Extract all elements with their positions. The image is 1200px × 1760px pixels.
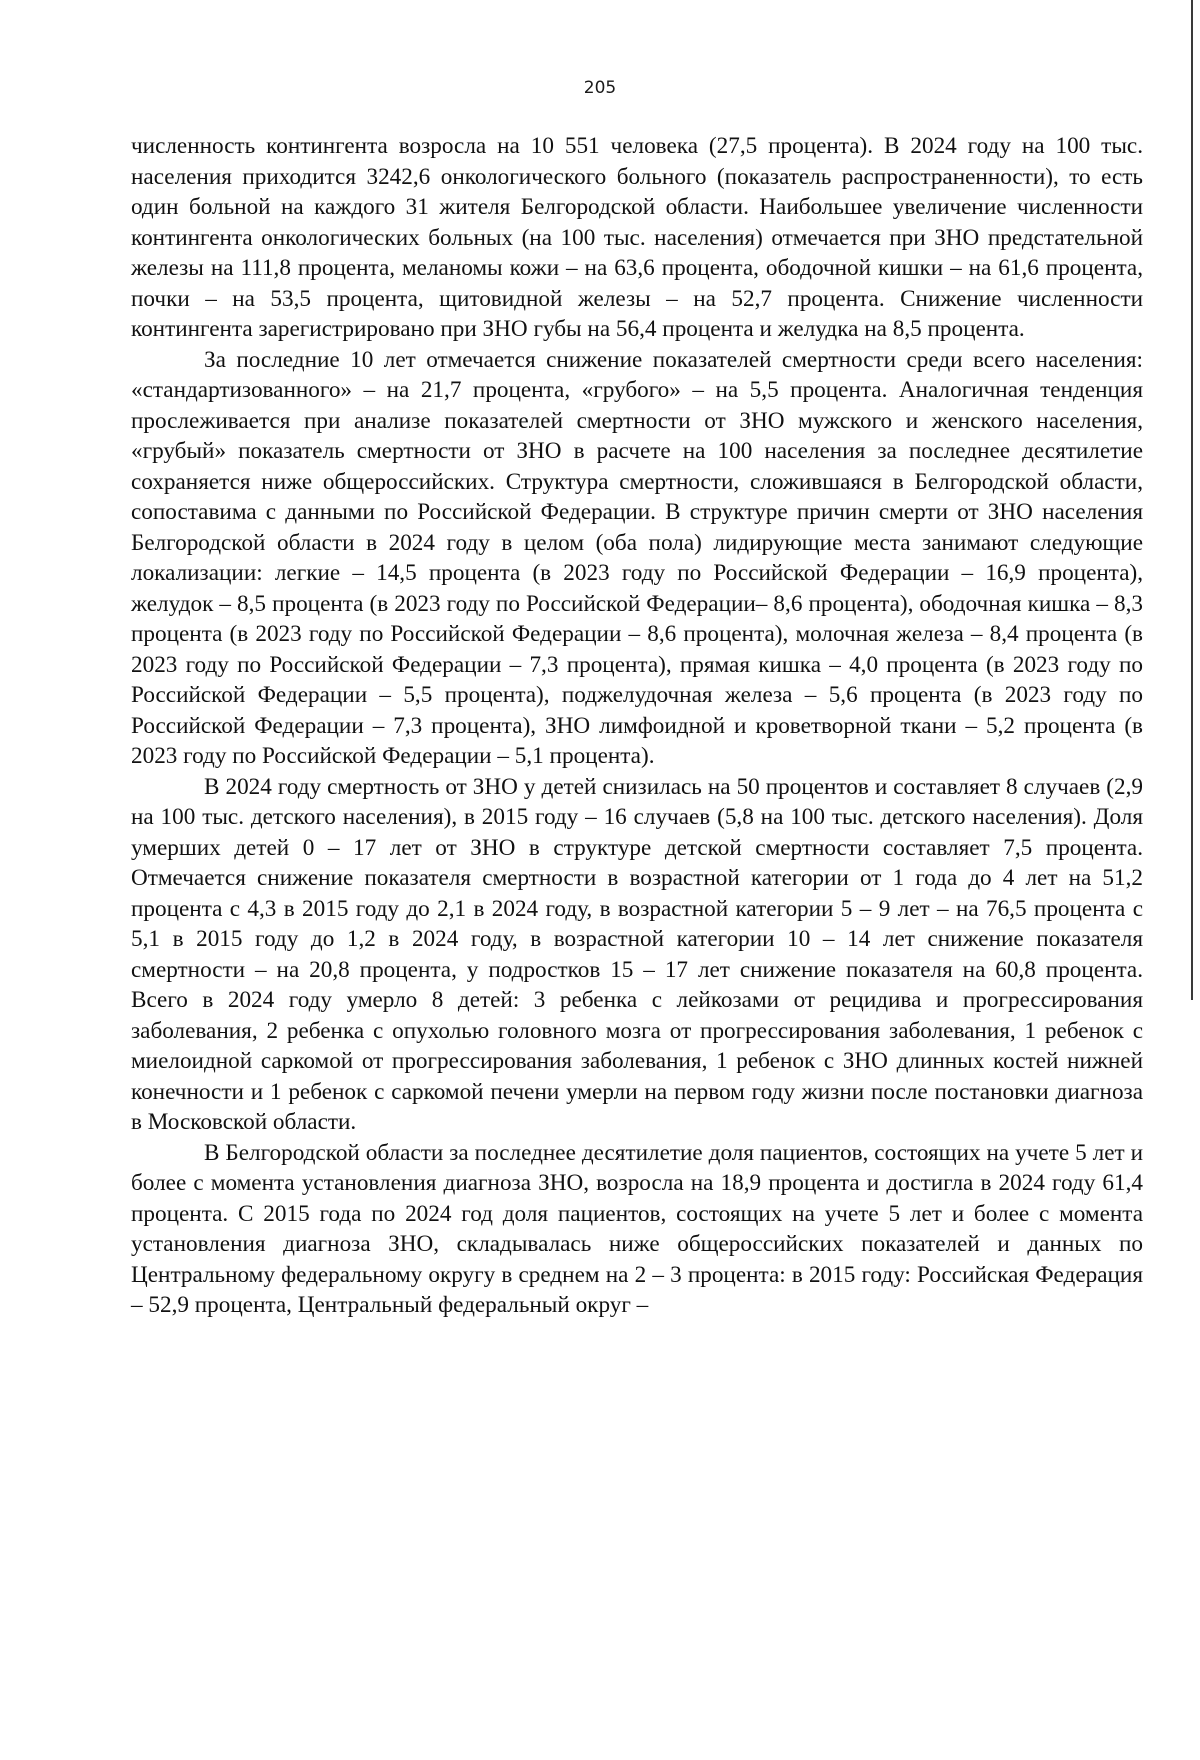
body-text <box>131 131 1143 1321</box>
paragraph-1: численность контингента возросла на 10 551 человека (27,5 процента). В 2024 году на 100 тыс. населения приходится 3242,6 онкологического больного (показатель распространенности), то есть один больной на каждого 31 жителя Белгородской области. Наибольшее увеличение численности контингента онкологических больных (на 100 тыс. населения) отмечается при ЗНО предстательной железы на 111,8 процента, меланомы кожи – на 63,6 процента, ободочной кишки – на 61,6 процента, почки – на 53,5 процента, щитовидной железы – на 52,7 процента. Снижение численности контингента зарегистрировано при ЗНО губы на 56,4 процента и желудка на 8,5 процента. <box>131 133 1143 342</box>
paragraph-4: В Белгородской области за последнее десятилетие доля пациентов, состоящих на учете 5 лет и более с момента установления диагноза ЗНО, возросла на 18,9 процента и достигла в 2024 году 61,4 процента. С 2015 года по 2024 год доля пациентов, состоящих на учете 5 лет и более с момента установления диагноза ЗНО, складывалась ниже общероссийских показателей и данных по Центральному федеральному округу в среднем на 2 – 3 процента: в 2015 году: Российская Федерация – 52,9 процента, Центральный федеральный округ – <box>131 1139 1143 1318</box>
page-number: 205 <box>583 78 617 98</box>
scan-edge-line <box>1191 0 1193 1000</box>
paragraph-2: За последние 10 лет отмечается снижение показателей смертности среди всего населения: «стандартизованного» – на 21,7 процента, «грубого» – на 5,5 процента. Аналогичная тенденция прослеживается при анализе показателей смертности от ЗНО мужского и женского населения, «грубый» показатель смертности от ЗНО в расчете на 100 населения за последнее десятилетие сохраняется ниже общероссийских. Структура смертности, сложившаяся в Белгородской области, сопоставима с данными по Российской Федерации. В структуре причин смерти от ЗНО населения Белгородской области в 2024 году в целом (оба пола) лидирующие места занимают следующие локализации: легкие – 14,5 процента (в 2023 году по Российской Федерации – 16,9 процента), желудок – 8,5 процента (в 2023 году по Российской Федерации– 8,6 процента), ободочная кишка – 8,3 процента (в 2023 году по Российской Федерации – 8,6 процента), молочная железа – 8,4 процента (в 2023 году по Российской Федерации – 7,3 процента), прямая кишка – 4,0 процента (в 2023 году по Российской Федерации – 5,5 процента), поджелудочная железа – 5,6 процента (в 2023 году по Российской Федерации – 7,3 процента), ЗНО лимфоидной и кроветворной ткани – 5,2 процента (в 2023 году по Российской Федерации – 5,1 процента). <box>131 346 1143 769</box>
paragraph-3: В 2024 году смертность от ЗНО у детей снизилась на 50 процентов и составляет 8 случаев (2,9 на 100 тыс. детского населения), в 2015 году – 16 случаев (5,8 на 100 тыс. детского населения). Доля умерших детей 0 – 17 лет от ЗНО в структуре детской смертности составляет 7,5 процента. Отмечается снижение показателя смертности в возрастной категории от 1 года до 4 лет на 51,2 процента с 4,3 в 2015 году до 2,1 в 2024 году, в возрастной категории 5 – 9 лет – на 76,5 процента с 5,1 в 2015 году до 1,2 в 2024 году, в возрастной категории 10 – 14 лет снижение показателя смертности – на 20,8 процента, у подростков 15 – 17 лет снижение показателя на 60,8 процента. Всего в 2024 году умерло 8 детей: 3 ребенка с лейкозами от рецидива и прогрессирования заболевания, 2 ребенка с опухолью головного мозга от прогрессирования заболевания, 1 ребенок с миелоидной саркомой от прогрессирования заболевания, 1 ребенок с ЗНО длинных костей нижней конечности и 1 ребенок с саркомой печени умерли на первом году жизни после постановки диагноза в Московской области. <box>131 773 1143 1135</box>
